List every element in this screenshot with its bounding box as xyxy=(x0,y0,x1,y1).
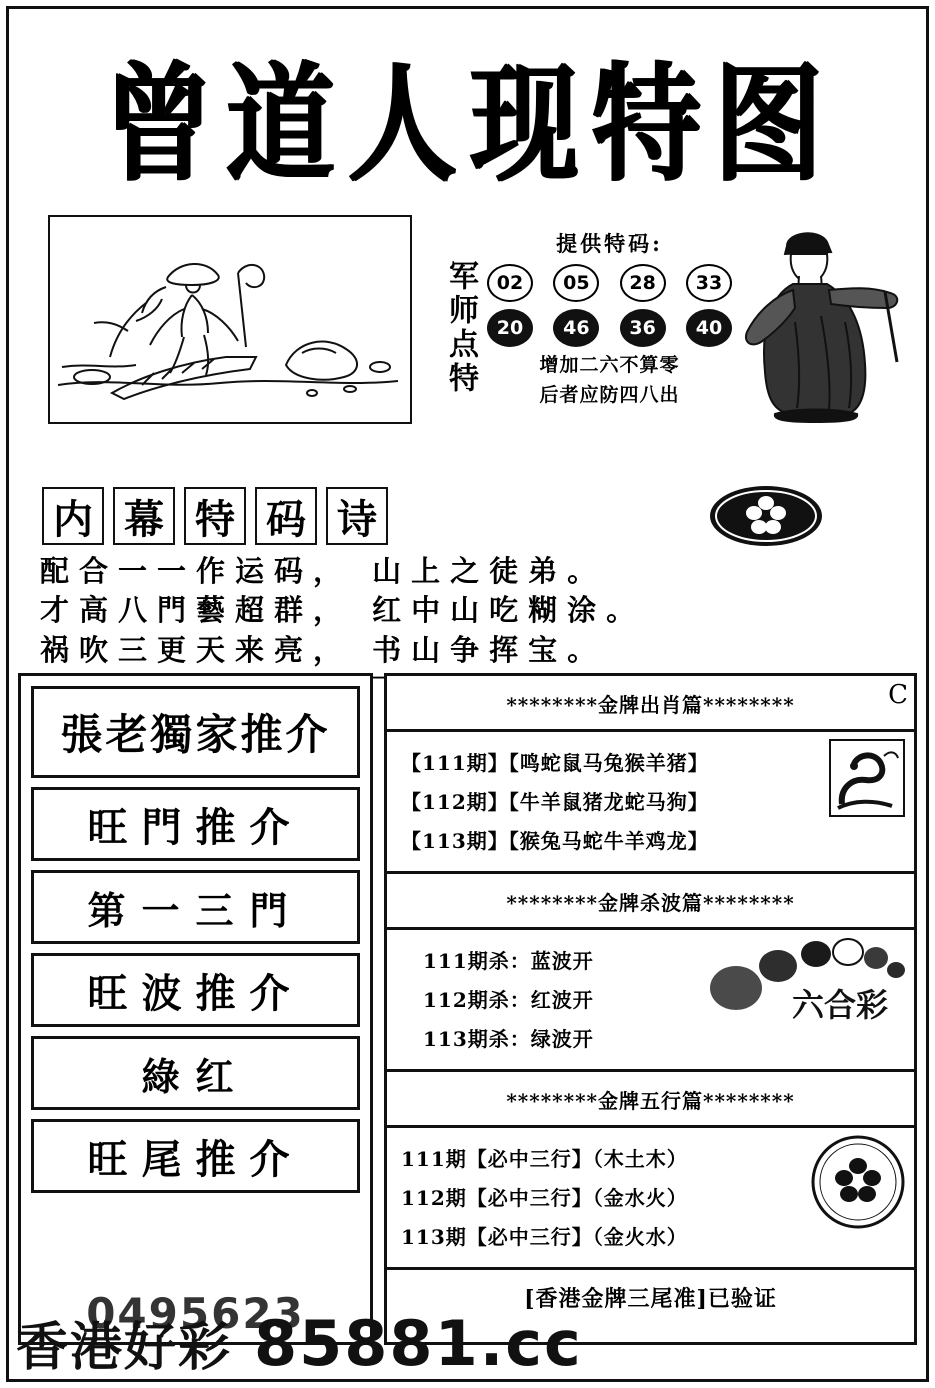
code-ball: 02 xyxy=(487,264,533,302)
section-zodiac xyxy=(387,676,914,874)
section-kill-wave-body xyxy=(387,930,914,1069)
section-kill-wave xyxy=(387,874,914,1072)
poem-title xyxy=(42,487,388,545)
codes-row-1 xyxy=(487,264,732,302)
five-elements-row: 112期【必中三行】（金水火） xyxy=(401,1186,688,1210)
vertical-label: 军师点特 xyxy=(443,260,478,396)
watermark xyxy=(16,1305,919,1380)
left-panel-row-3: 旺波推介 xyxy=(31,953,360,1027)
zodiac-row: 【111期】【鸣蛇鼠马兔猴羊猪】 xyxy=(401,751,709,775)
watermark-text: 香港好彩 xyxy=(16,1317,233,1378)
codes-heading: 提供特码: xyxy=(556,231,663,256)
six-balls-svg xyxy=(696,936,906,1036)
flower-seal-icon xyxy=(706,483,826,549)
page-title: 曾道人现特图 xyxy=(103,49,836,199)
poem-title-char: 特 xyxy=(184,487,246,545)
flower-seal-svg xyxy=(706,483,826,549)
code-ball: 20 xyxy=(487,309,533,347)
code-ball: 05 xyxy=(553,264,599,302)
left-panel-row-5: 旺尾推介 xyxy=(31,1119,360,1193)
poem-title-char: 内 xyxy=(42,487,104,545)
snake-zodiac-svg xyxy=(828,738,906,818)
left-panel-row-2: 第一三門 xyxy=(31,870,360,944)
kill-wave-row: 111期杀：蓝波开 xyxy=(423,949,594,973)
poem-line: 才高八門藝超群， 红中山吃糊涂。 xyxy=(40,593,646,628)
section-zodiac-banner: ********金牌出肖篇******** xyxy=(387,676,914,732)
farmer-illustration-svg xyxy=(50,217,406,418)
flower-seal-art xyxy=(810,1134,906,1234)
kill-wave-row: 112期杀：红波开 xyxy=(423,988,594,1012)
left-panel-row-4: 綠红 xyxy=(31,1036,360,1110)
code-ball: 28 xyxy=(620,264,666,302)
farmer-illustration xyxy=(48,215,412,424)
masthead xyxy=(40,38,900,199)
code-ball: 40 xyxy=(686,309,732,347)
special-codes-block xyxy=(487,228,732,408)
poem-title-char: 码 xyxy=(255,487,317,545)
watermark-site: 85881.cc xyxy=(254,1307,583,1380)
codes-note-line-1: 增加二六不算零 xyxy=(539,354,680,376)
six-balls-label: 六合彩 xyxy=(792,986,889,1024)
corner-mark: C xyxy=(888,680,908,710)
six-balls-art xyxy=(696,936,906,1040)
code-ball: 36 xyxy=(620,309,666,347)
five-elements-row: 113期【必中三行】（金火水） xyxy=(401,1225,688,1249)
poem-title-char: 诗 xyxy=(326,487,388,545)
zodiac-row: 【112期】【牛羊鼠猪龙蛇马狗】 xyxy=(401,790,709,814)
section-five-elements-banner: ********金牌五行篇******** xyxy=(387,1072,914,1128)
sage-figure-svg xyxy=(735,212,905,427)
kill-wave-row: 113期杀：绿波开 xyxy=(423,1027,594,1051)
zodiac-row: 【113期】【猴兔马蛇牛羊鸡龙】 xyxy=(401,829,709,853)
right-panel-footer: [香港金牌三尾准]已验证 xyxy=(524,1286,777,1312)
left-panel-header: 張老獨家推介 xyxy=(31,686,360,778)
section-five-elements xyxy=(387,1072,914,1270)
flower-seal-round-svg xyxy=(810,1134,906,1230)
sage-figure-illustration xyxy=(735,212,905,427)
codes-row-2 xyxy=(487,309,732,347)
poem-title-char: 幕 xyxy=(113,487,175,545)
section-zodiac-body xyxy=(387,732,914,871)
section-kill-wave-banner: ********金牌杀波篇******** xyxy=(387,874,914,930)
poem-line: 祸吹三更天来亮， 书山争挥宝。 xyxy=(40,632,607,667)
codes-note-line-2: 后者应防四八出 xyxy=(539,383,680,406)
code-ball: 46 xyxy=(553,309,599,347)
poem-line: 配合一一作运码， 山上之徒弟。 xyxy=(40,554,607,588)
section-five-elements-body xyxy=(387,1128,914,1267)
serial-number: 0495623 xyxy=(86,1289,305,1338)
code-ball: 33 xyxy=(686,264,732,302)
left-panel-row-1: 旺門推介 xyxy=(31,787,360,861)
snake-zodiac-art xyxy=(828,738,906,822)
left-recommendation-panel xyxy=(18,673,373,1345)
right-content-panel xyxy=(384,673,917,1345)
five-elements-row: 111期【必中三行】（木土木） xyxy=(401,1147,688,1171)
